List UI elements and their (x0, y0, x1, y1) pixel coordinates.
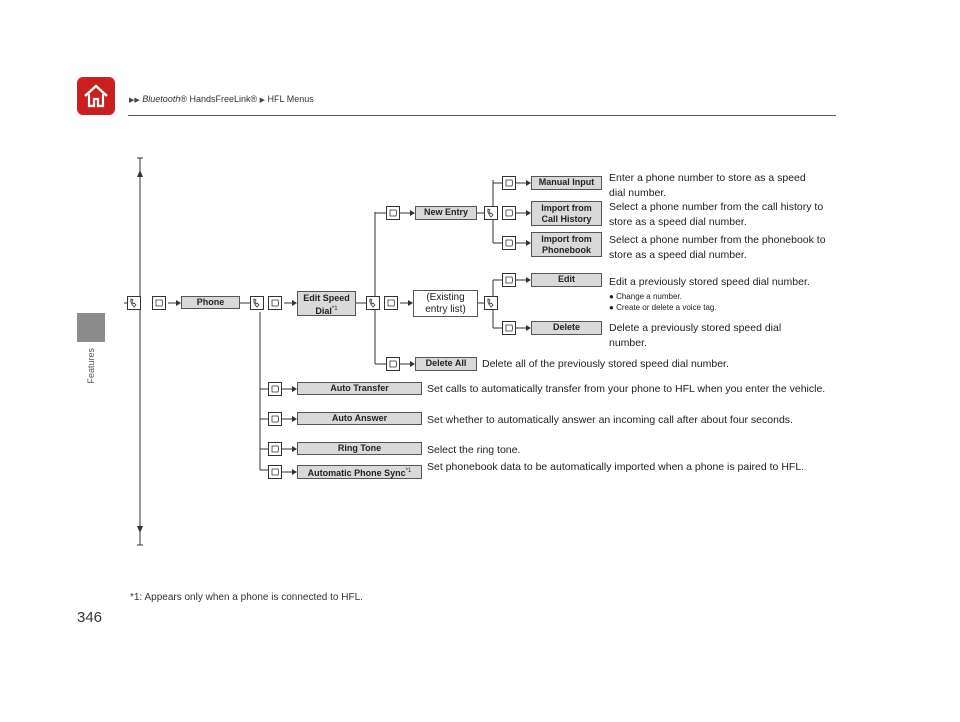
desc-delete: Delete a previously stored speed dial number. (609, 322, 782, 349)
menu-auto-answer[interactable] (297, 412, 422, 425)
breadcrumb-arrow-icon: ▶ (259, 97, 266, 104)
breadcrumb-brand: Bluetooth (142, 94, 181, 104)
menu-edit-label: Edit (558, 274, 575, 284)
desc-auto-transfer: Set calls to automatically transfer from your phone to HFL when you enter the vehicle. (427, 383, 826, 395)
menu-manual-input-label: Manual Input (538, 177, 595, 187)
voice-command-icon (268, 465, 282, 479)
menu-delete-all[interactable] (415, 357, 477, 371)
voice-command-icon (152, 296, 166, 310)
bullet-text: Create or delete a voice tag. (616, 303, 717, 312)
menu-new-entry-label: New Entry (423, 207, 468, 217)
menu-ring-tone[interactable] (297, 442, 422, 455)
voice-command-icon (268, 382, 282, 396)
menu-existing-entry-label: (Existing entry list) (425, 292, 466, 315)
footnote: *1: Appears only when a phone is connected to HFL. (130, 592, 363, 603)
menu-ring-tone-label: Ring Tone (337, 443, 382, 453)
desc-ring-tone: Select the ring tone. (427, 444, 521, 456)
desc-edit-bullet-2: ● Create or delete a voice tag. (609, 303, 717, 312)
voice-command-icon (502, 273, 516, 287)
menu-automatic-phone-sync-label: Automatic Phone Sync (307, 468, 406, 478)
menu-manual-input[interactable] (531, 176, 602, 190)
menu-auto-answer-label: Auto Answer (331, 413, 388, 423)
menu-delete-label: Delete (552, 322, 580, 332)
menu-delete[interactable] (531, 321, 602, 335)
menu-edit[interactable] (531, 273, 602, 287)
voice-command-icon (268, 442, 282, 456)
menu-delete-all-label: Delete All (425, 358, 467, 368)
desc-auto-answer: Set whether to automatically answer an incoming call after about four seconds. (427, 414, 793, 426)
phone-talk-icon (484, 296, 498, 310)
desc-automatic-phone-sync: Set phonebook data to be automatically imported when a phone is paired to HFL. (427, 461, 805, 473)
menu-import-call-history[interactable] (531, 201, 602, 226)
footnote-marker: *1 (331, 306, 338, 312)
desc-manual-input: Enter a phone number to store as a speed dial number. (609, 172, 806, 199)
menu-import-call-history-label: Import from Call History (541, 203, 592, 224)
desc-import-call-history: Select a phone number from the call history to store as a speed dial number. (609, 201, 824, 228)
breadcrumb-arrow-icon: ▶▶ (129, 97, 140, 104)
desc-edit-bullet-1: ● Change a number. (609, 292, 682, 301)
voice-command-icon (268, 296, 282, 310)
section-label: Features (86, 348, 96, 384)
desc-delete-all: Delete all of the previously stored speed dial number. (482, 358, 729, 370)
breadcrumb-item-hfl[interactable]: ® HandsFreeLink® (180, 94, 258, 104)
menu-automatic-phone-sync[interactable] (297, 465, 422, 479)
voice-command-icon (502, 176, 516, 190)
phone-talk-icon (127, 296, 141, 310)
phone-talk-icon (366, 296, 380, 310)
breadcrumb-item-menus[interactable]: HFL Menus (267, 94, 314, 104)
menu-edit-speed-dial[interactable] (297, 291, 356, 316)
menu-phone[interactable] (181, 296, 240, 309)
voice-command-icon (502, 321, 516, 335)
menu-import-phonebook-label: Import from Phonebook (541, 234, 592, 255)
phone-talk-icon (484, 206, 498, 220)
menu-edit-speed-dial-label: Edit Speed Dial (303, 293, 350, 316)
voice-command-icon (502, 206, 516, 220)
voice-command-icon (268, 412, 282, 426)
desc-import-phonebook: Select a phone number from the phonebook to store as a speed dial number. (609, 234, 826, 261)
voice-command-icon (386, 357, 400, 371)
desc-edit: Edit a previously stored speed dial number. (609, 276, 810, 288)
phone-talk-icon (250, 296, 264, 310)
menu-existing-entry-list[interactable] (413, 290, 478, 317)
voice-command-icon (384, 296, 398, 310)
page-number: 346 (77, 609, 103, 626)
bullet-text: Change a number. (616, 292, 682, 301)
menu-new-entry[interactable] (415, 206, 477, 220)
voice-command-icon (386, 206, 400, 220)
footnote-marker: *1 (405, 468, 412, 474)
menu-auto-transfer[interactable] (297, 382, 422, 395)
menu-phone-label: Phone (196, 297, 225, 307)
menu-import-phonebook[interactable] (531, 232, 602, 257)
voice-command-icon (502, 236, 516, 250)
menu-auto-transfer-label: Auto Transfer (330, 383, 389, 393)
